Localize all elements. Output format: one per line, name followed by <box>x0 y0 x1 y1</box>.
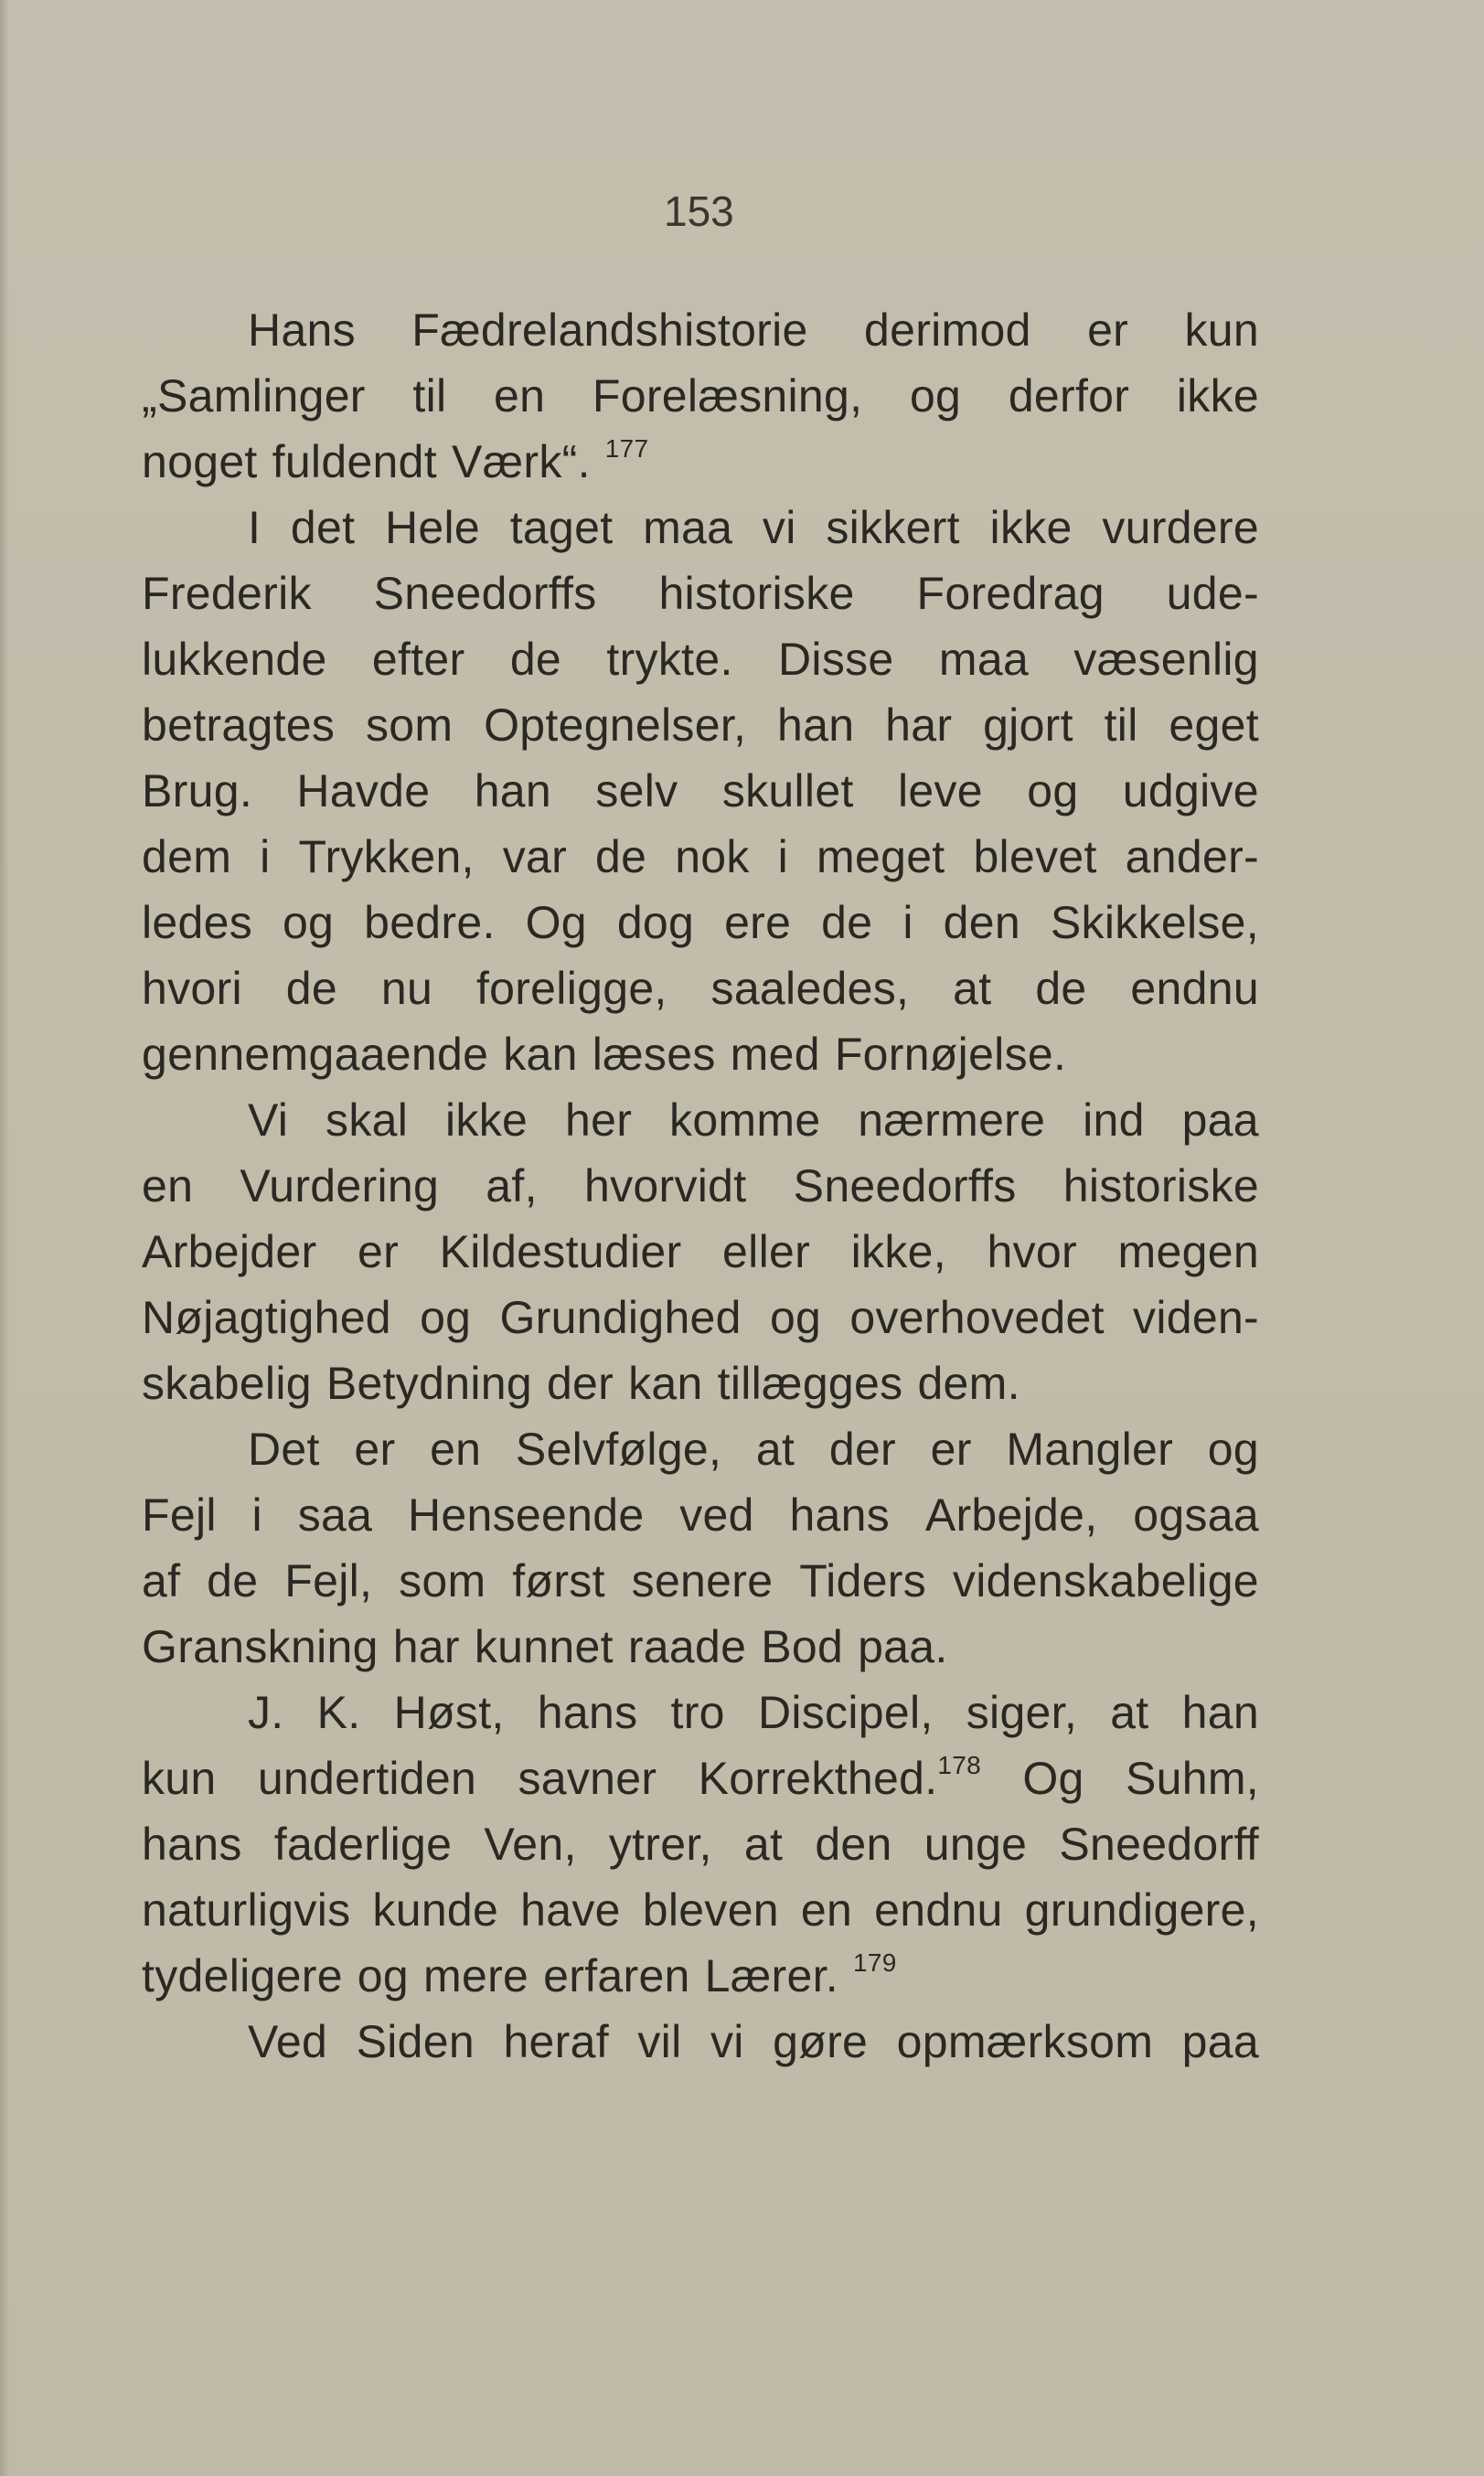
text-line: naturligvis kunde have bleven en endnu grundigere, <box>142 1884 1259 1936</box>
text-line: tydeligere og mere erfaren Lærer. $^{179}$ <box>142 1948 897 2001</box>
page-number: 153 <box>664 187 734 235</box>
text-line: Hans Fædrelandshistorie derimod er kun <box>248 304 1259 356</box>
text-line: gennemgaaende kan læses med Fornøjelse. <box>142 1029 1067 1080</box>
text-line: kun undertiden savner Korrekthed.$^{178}$ Og Suhm, <box>142 1751 1259 1804</box>
text-line: Arbejder er Kildestudier eller ikke, hvor megen <box>142 1226 1259 1277</box>
text-line: Granskning har kunnet raade Bod paa. <box>142 1621 948 1672</box>
text-line: noget fuldendt Værk“. $^{177}$ <box>142 434 649 487</box>
footnote-ref: 178 <box>937 1751 982 1780</box>
text-line: ledes og bedre. Og dog ere de i den Skikkelse, <box>142 897 1259 948</box>
footnote-ref: 179 <box>852 1948 897 1978</box>
text-line: dem i Trykken, var de nok i meget blevet ander- <box>142 831 1259 882</box>
text-line: Ved Siden heraf vil vi gøre opmærksom paa <box>248 2016 1259 2067</box>
text-line: Frederik Sneedorffs historiske Foredrag ude- <box>142 568 1259 619</box>
body-text <box>142 297 1259 2075</box>
text-line: Det er en Selvfølge, at der er Mangler og <box>248 1424 1259 1475</box>
text-line: Vi skal ikke her komme nærmere ind paa <box>248 1094 1259 1146</box>
text-line: Nøjagtighed og Grundighed og overhovedet viden- <box>142 1292 1259 1343</box>
text-line: hans faderlige Ven, ytrer, at den unge Sneedorff <box>142 1819 1259 1870</box>
text-line: Brug. Havde han selv skullet leve og udgive <box>142 765 1259 816</box>
text-line: skabelig Betydning der kan tillægges dem. <box>142 1358 1020 1409</box>
text-line: af de Fejl, som først senere Tiders videnskabelige <box>142 1555 1259 1606</box>
text-line: lukkende efter de trykte. Disse maa væsenlig <box>142 634 1259 685</box>
text-line: hvori de nu foreligge, saaledes, at de endnu <box>142 963 1259 1014</box>
text-line: J. K. Høst, hans tro Discipel, siger, at han <box>248 1687 1259 1738</box>
text-line: betragtes som Optegnelser, han har gjort til eget <box>142 699 1259 751</box>
text-line: Fejl i saa Henseende ved hans Arbejde, ogsaa <box>142 1489 1259 1541</box>
footnote-ref: 177 <box>604 434 649 464</box>
text-line: „Samlinger til en Forelæsning, og derfor ikke <box>142 370 1259 422</box>
text-line: I det Hele taget maa vi sikkert ikke vurdere <box>248 502 1259 553</box>
text-line: en Vurdering af, hvorvidt Sneedorffs historiske <box>142 1160 1259 1211</box>
